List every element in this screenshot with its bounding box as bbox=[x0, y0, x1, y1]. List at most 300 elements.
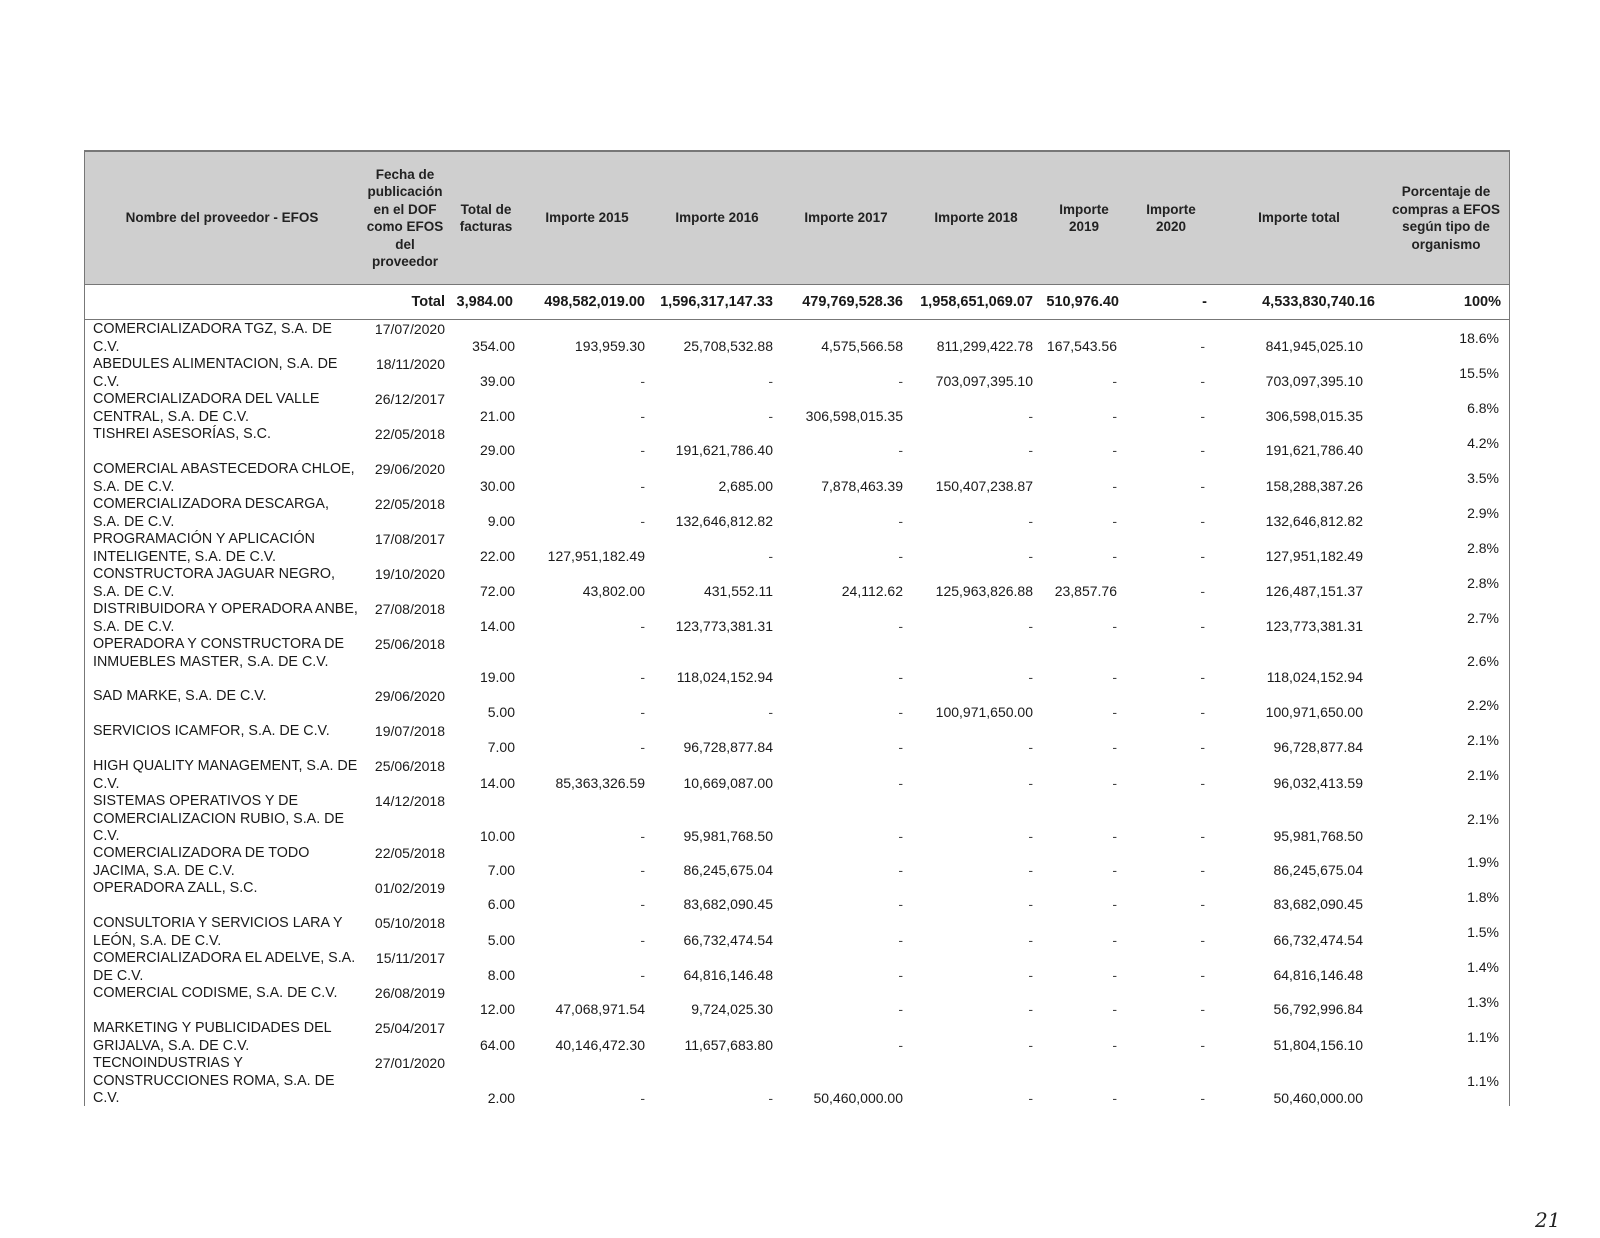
cell-porcentaje bbox=[1383, 844, 1509, 880]
cell-importe-2019 bbox=[1041, 844, 1127, 880]
cell-importe-2016-value: 86,245,675.04 bbox=[683, 862, 773, 878]
cell-importe-2020 bbox=[1127, 984, 1215, 1019]
cell-importe-2020-value: - bbox=[1200, 548, 1205, 564]
col-header-facturas: Total de facturas bbox=[459, 201, 513, 234]
cell-facturas bbox=[451, 495, 521, 531]
cell-importe-2016 bbox=[653, 425, 781, 460]
cell-importe-2017 bbox=[781, 879, 911, 914]
cell-importe-2016 bbox=[653, 495, 781, 531]
cell-importe-2015-value: - bbox=[640, 408, 645, 424]
cell-importe-2020 bbox=[1127, 687, 1215, 722]
cell-importe-2015 bbox=[521, 600, 653, 636]
cell-importe-2018-value: - bbox=[1028, 618, 1033, 634]
cell-importe-total-value: 126,487,151.37 bbox=[1265, 583, 1363, 599]
cell-importe-2017 bbox=[781, 495, 911, 531]
cell-importe-2018-value: - bbox=[1028, 862, 1033, 878]
cell-importe-2016 bbox=[653, 1054, 781, 1108]
cell-porcentaje bbox=[1383, 565, 1509, 601]
total-importe-total: 4,533,830,740.16 bbox=[1262, 294, 1375, 310]
cell-importe-2020 bbox=[1127, 879, 1215, 914]
cell-importe-2017-value: - bbox=[898, 827, 903, 844]
cell-importe-2015-value: 193,959.30 bbox=[574, 338, 645, 354]
cell-importe-2019 bbox=[1041, 390, 1127, 426]
cell-importe-2019 bbox=[1041, 495, 1127, 531]
cell-importe-2015 bbox=[521, 792, 653, 846]
cell-importe-total-value: 96,032,413.59 bbox=[1273, 775, 1363, 791]
cell-importe-2015-value: - bbox=[640, 827, 645, 844]
cell-facturas bbox=[451, 635, 521, 687]
cell-importe-2019-value: - bbox=[1112, 1001, 1117, 1017]
cell-porcentaje-value: 2.7% bbox=[1467, 610, 1499, 626]
cell-porcentaje bbox=[1383, 460, 1509, 496]
cell-importe-total bbox=[1215, 914, 1383, 950]
cell-facturas bbox=[451, 1054, 521, 1108]
cell-importe-2016-value: 10,669,087.00 bbox=[683, 775, 773, 791]
cell-facturas bbox=[451, 320, 521, 356]
cell-importe-2019-value: - bbox=[1112, 618, 1117, 634]
cell-importe-2020 bbox=[1127, 792, 1215, 846]
table-header bbox=[85, 150, 1509, 285]
cell-nombre: OPERADORA ZALL, S.C. bbox=[93, 880, 258, 896]
cell-importe-2020-value: - bbox=[1200, 862, 1205, 878]
cell-importe-2020-value: - bbox=[1200, 896, 1205, 912]
cell-nombre: COMERCIALIZADORA TGZ, S.A. DE C.V. bbox=[93, 321, 332, 355]
cell-importe-2019-value: - bbox=[1112, 739, 1117, 755]
cell-importe-total bbox=[1215, 390, 1383, 426]
cell-importe-2020 bbox=[1127, 949, 1215, 985]
cell-importe-2015 bbox=[521, 844, 653, 880]
cell-importe-2016-value: - bbox=[768, 704, 773, 720]
cell-importe-2020 bbox=[1127, 1054, 1215, 1108]
cell-facturas-value: 22.00 bbox=[479, 548, 515, 564]
cell-importe-2017-value: - bbox=[898, 669, 903, 685]
cell-importe-2015 bbox=[521, 460, 653, 496]
total-porcentaje: 100% bbox=[1463, 294, 1501, 310]
table-row bbox=[85, 1054, 1509, 1106]
cell-importe-total bbox=[1215, 984, 1383, 1019]
table-row bbox=[85, 914, 1509, 949]
cell-importe-2020 bbox=[1127, 722, 1215, 757]
cell-facturas-value: 30.00 bbox=[479, 478, 515, 494]
col-header-importe-2018: Importe 2018 bbox=[934, 210, 1018, 226]
cell-importe-total bbox=[1215, 844, 1383, 880]
cell-importe-2018 bbox=[911, 1019, 1041, 1055]
cell-importe-2018-value: - bbox=[1028, 739, 1033, 755]
cell-importe-2018-value: 125,963,826.88 bbox=[935, 583, 1033, 599]
cell-importe-2020-value: - bbox=[1200, 1089, 1205, 1106]
cell-importe-2018 bbox=[911, 355, 1041, 391]
cell-importe-total bbox=[1215, 1054, 1383, 1108]
cell-fecha: 18/11/2020 bbox=[375, 356, 445, 372]
cell-importe-2017-value: - bbox=[898, 739, 903, 755]
table-row bbox=[85, 565, 1509, 600]
cell-importe-2016-value: - bbox=[768, 1089, 773, 1106]
cell-importe-total bbox=[1215, 635, 1383, 687]
cell-importe-2018-value: 150,407,238.87 bbox=[935, 478, 1033, 494]
cell-importe-total bbox=[1215, 949, 1383, 985]
cell-importe-2015 bbox=[521, 687, 653, 722]
cell-importe-total-value: 132,646,812.82 bbox=[1265, 513, 1363, 529]
cell-importe-total-value: 158,288,387.26 bbox=[1265, 478, 1363, 494]
cell-importe-2017 bbox=[781, 984, 911, 1019]
table-row bbox=[85, 600, 1509, 635]
cell-fecha: 19/07/2018 bbox=[374, 723, 445, 739]
cell-fecha: 14/12/2018 bbox=[374, 793, 445, 809]
cell-importe-2015-value: 40,146,472.30 bbox=[555, 1037, 645, 1053]
cell-importe-2015 bbox=[521, 1054, 653, 1108]
cell-nombre: COMERCIALIZADORA DE TODO JACIMA, S.A. DE C.V. bbox=[93, 845, 310, 879]
cell-importe-2018 bbox=[911, 390, 1041, 426]
cell-importe-total-value: 100,971,650.00 bbox=[1265, 704, 1363, 720]
cell-importe-2017-value: 7,878,463.39 bbox=[821, 478, 903, 494]
cell-nombre: TISHREI ASESORÍAS, S.C. bbox=[93, 426, 271, 442]
cell-facturas bbox=[451, 565, 521, 601]
cell-importe-2020-value: - bbox=[1200, 1001, 1205, 1017]
cell-importe-2016 bbox=[653, 757, 781, 793]
cell-facturas bbox=[451, 914, 521, 950]
cell-importe-total-value: 64,816,146.48 bbox=[1273, 967, 1363, 983]
cell-importe-2020 bbox=[1127, 757, 1215, 793]
cell-porcentaje bbox=[1383, 879, 1509, 914]
cell-fecha: 05/10/2018 bbox=[374, 915, 445, 931]
cell-importe-2020-value: - bbox=[1200, 669, 1205, 685]
cell-porcentaje bbox=[1383, 792, 1509, 846]
cell-porcentaje-value: 2.1% bbox=[1467, 810, 1499, 827]
cell-facturas-value: 21.00 bbox=[479, 408, 515, 424]
total-importe-2018: 1,958,651,069.07 bbox=[920, 294, 1033, 310]
cell-facturas-value: 14.00 bbox=[479, 775, 515, 791]
cell-porcentaje bbox=[1383, 722, 1509, 757]
cell-importe-2016 bbox=[653, 914, 781, 950]
cell-importe-2018 bbox=[911, 1054, 1041, 1108]
cell-porcentaje-value: 2.8% bbox=[1467, 575, 1499, 591]
cell-importe-total-value: 86,245,675.04 bbox=[1273, 862, 1363, 878]
cell-importe-2015-value: - bbox=[640, 967, 645, 983]
cell-importe-2017-value: 24,112.62 bbox=[841, 583, 903, 599]
cell-facturas bbox=[451, 530, 521, 566]
col-header-nombre: Nombre del proveedor - EFOS bbox=[125, 210, 319, 226]
cell-facturas bbox=[451, 355, 521, 391]
cell-importe-total-value: 56,792,996.84 bbox=[1273, 1001, 1363, 1017]
cell-importe-2018 bbox=[911, 460, 1041, 496]
cell-importe-2018-value: - bbox=[1028, 827, 1033, 844]
cell-importe-2018-value: 100,971,650.00 bbox=[935, 704, 1033, 720]
cell-importe-2015 bbox=[521, 530, 653, 566]
cell-fecha: 19/10/2020 bbox=[374, 566, 445, 582]
cell-importe-total-value: 191,621,786.40 bbox=[1265, 442, 1363, 458]
cell-fecha: 25/04/2017 bbox=[374, 1020, 445, 1036]
cell-importe-total bbox=[1215, 565, 1383, 601]
cell-importe-2015-value: - bbox=[640, 896, 645, 912]
cell-facturas-value: 7.00 bbox=[487, 862, 515, 878]
cell-porcentaje-value: 1.8% bbox=[1467, 888, 1499, 905]
cell-fecha: 29/06/2020 bbox=[374, 688, 445, 704]
cell-importe-2015 bbox=[521, 914, 653, 950]
cell-importe-2016-value: 95,981,768.50 bbox=[683, 827, 773, 844]
cell-importe-2015 bbox=[521, 565, 653, 601]
table-row bbox=[85, 757, 1509, 792]
cell-nombre: TECNOINDUSTRIAS Y CONSTRUCCIONES ROMA, S.A. DE C.V. bbox=[93, 1055, 335, 1106]
col-header-importe-2016: Importe 2016 bbox=[675, 210, 759, 226]
cell-importe-2016-value: - bbox=[768, 548, 773, 564]
col-header-importe-2015: Importe 2015 bbox=[545, 210, 629, 226]
cell-importe-2018 bbox=[911, 635, 1041, 687]
cell-importe-2020 bbox=[1127, 425, 1215, 460]
cell-importe-2018 bbox=[911, 792, 1041, 846]
cell-importe-2017 bbox=[781, 792, 911, 846]
cell-importe-2019-value: - bbox=[1112, 373, 1117, 389]
cell-importe-2020-value: - bbox=[1200, 338, 1205, 354]
cell-importe-2015-value: - bbox=[640, 669, 645, 685]
cell-importe-2015-value: 127,951,182.49 bbox=[547, 548, 645, 564]
cell-importe-2016 bbox=[653, 565, 781, 601]
cell-importe-2020-value: - bbox=[1200, 739, 1205, 755]
cell-importe-2016 bbox=[653, 460, 781, 496]
cell-importe-2018 bbox=[911, 530, 1041, 566]
cell-importe-2015-value: - bbox=[640, 373, 645, 389]
total-importe-2016: 1,596,317,147.33 bbox=[660, 294, 773, 310]
cell-importe-2019-value: - bbox=[1112, 408, 1117, 424]
cell-importe-2019-value: - bbox=[1112, 775, 1117, 791]
cell-importe-2019 bbox=[1041, 914, 1127, 950]
cell-importe-2020 bbox=[1127, 600, 1215, 636]
cell-importe-2018 bbox=[911, 495, 1041, 531]
cell-importe-2019-value: - bbox=[1112, 827, 1117, 844]
cell-facturas-value: 6.00 bbox=[487, 896, 515, 912]
cell-importe-2019 bbox=[1041, 565, 1127, 601]
cell-importe-2016 bbox=[653, 984, 781, 1019]
cell-importe-total bbox=[1215, 879, 1383, 914]
cell-importe-2017 bbox=[781, 600, 911, 636]
cell-importe-2018-value: - bbox=[1028, 548, 1033, 564]
cell-importe-total bbox=[1215, 355, 1383, 391]
cell-facturas bbox=[451, 390, 521, 426]
page-number: 21 bbox=[1535, 1208, 1561, 1232]
cell-fecha: 27/08/2018 bbox=[374, 601, 445, 617]
cell-importe-2019 bbox=[1041, 792, 1127, 846]
cell-fecha: 22/05/2018 bbox=[374, 426, 445, 442]
cell-importe-2016 bbox=[653, 879, 781, 914]
cell-facturas-value: 10.00 bbox=[479, 827, 515, 844]
cell-importe-2020-value: - bbox=[1200, 967, 1205, 983]
cell-importe-2020-value: - bbox=[1200, 408, 1205, 424]
cell-importe-2016-value: 431,552.11 bbox=[703, 583, 773, 599]
cell-nombre: SERVICIOS ICAMFOR, S.A. DE C.V. bbox=[93, 723, 330, 739]
cell-porcentaje bbox=[1383, 914, 1509, 950]
col-header-porcentaje: Porcentaje de compras a EFOS según tipo de organismo bbox=[1391, 184, 1501, 252]
cell-facturas bbox=[451, 687, 521, 722]
col-header-importe-2017: Importe 2017 bbox=[804, 210, 888, 226]
cell-facturas bbox=[451, 600, 521, 636]
cell-importe-2016-value: 191,621,786.40 bbox=[675, 442, 773, 458]
cell-nombre: COMERCIALIZADORA DESCARGA, S.A. DE C.V. bbox=[93, 496, 329, 530]
cell-facturas-value: 2.00 bbox=[487, 1089, 515, 1106]
cell-importe-2015 bbox=[521, 949, 653, 985]
cell-importe-2018-value: - bbox=[1028, 408, 1033, 424]
cell-importe-2016-value: 132,646,812.82 bbox=[675, 513, 773, 529]
cell-importe-2019 bbox=[1041, 984, 1127, 1019]
cell-importe-2015-value: - bbox=[640, 442, 645, 458]
cell-importe-2019-value: 167,543.56 bbox=[1046, 338, 1117, 354]
cell-importe-2016-value: 118,024,152.94 bbox=[676, 669, 773, 685]
cell-importe-2020-value: - bbox=[1200, 513, 1205, 529]
cell-importe-2016 bbox=[653, 722, 781, 757]
cell-facturas-value: 19.00 bbox=[479, 669, 515, 685]
cell-facturas-value: 9.00 bbox=[487, 513, 515, 529]
cell-importe-2015-value: - bbox=[640, 932, 645, 948]
cell-importe-2015-value: 47,068,971.54 bbox=[555, 1001, 645, 1017]
cell-porcentaje-value: 1.1% bbox=[1467, 1072, 1499, 1089]
cell-importe-2017-value: - bbox=[898, 442, 903, 458]
cell-facturas-value: 8.00 bbox=[487, 967, 515, 983]
cell-facturas bbox=[451, 722, 521, 757]
table-row bbox=[85, 460, 1509, 495]
cell-importe-2019 bbox=[1041, 355, 1127, 391]
cell-importe-2020-value: - bbox=[1200, 932, 1205, 948]
cell-importe-2019-value: - bbox=[1112, 442, 1117, 458]
cell-importe-2016 bbox=[653, 792, 781, 846]
cell-importe-2018-value: - bbox=[1028, 896, 1033, 912]
cell-nombre: COMERCIAL CODISME, S.A. DE C.V. bbox=[93, 985, 338, 1001]
cell-importe-2020-value: - bbox=[1200, 618, 1205, 634]
cell-fecha: 17/08/2017 bbox=[374, 531, 445, 547]
cell-importe-2016-value: - bbox=[768, 408, 773, 424]
cell-importe-2017 bbox=[781, 355, 911, 391]
cell-importe-2015-value: - bbox=[640, 704, 645, 720]
cell-importe-2018-value: - bbox=[1028, 1089, 1033, 1106]
cell-importe-2020-value: - bbox=[1200, 1037, 1205, 1053]
cell-importe-2018 bbox=[911, 879, 1041, 914]
cell-importe-2016 bbox=[653, 355, 781, 391]
cell-nombre: COMERCIALIZADORA EL ADELVE, S.A. DE C.V. bbox=[93, 950, 356, 984]
cell-importe-total bbox=[1215, 320, 1383, 356]
table-row bbox=[85, 1019, 1509, 1054]
cell-importe-2017-value: 50,460,000.00 bbox=[813, 1089, 903, 1106]
cell-importe-total-value: 123,773,381.31 bbox=[1265, 618, 1363, 634]
cell-importe-2020 bbox=[1127, 914, 1215, 950]
cell-importe-2019-value: - bbox=[1112, 932, 1117, 948]
cell-nombre: HIGH QUALITY MANAGEMENT, S.A. DE C.V. bbox=[93, 758, 358, 792]
cell-importe-2018-value: - bbox=[1028, 967, 1033, 983]
table-row bbox=[85, 320, 1509, 355]
cell-importe-2017-value: - bbox=[898, 1037, 903, 1053]
cell-importe-2020-value: - bbox=[1200, 775, 1205, 791]
cell-importe-2015 bbox=[521, 879, 653, 914]
cell-facturas-value: 39.00 bbox=[479, 373, 515, 389]
cell-importe-2018 bbox=[911, 914, 1041, 950]
table-row bbox=[85, 722, 1509, 757]
table-row bbox=[85, 425, 1509, 460]
cell-importe-2017-value: - bbox=[898, 618, 903, 634]
cell-facturas bbox=[451, 984, 521, 1019]
cell-porcentaje bbox=[1383, 1054, 1509, 1108]
cell-importe-2017-value: - bbox=[898, 548, 903, 564]
cell-facturas-value: 5.00 bbox=[487, 932, 515, 948]
cell-importe-2019 bbox=[1041, 530, 1127, 566]
table-row bbox=[85, 949, 1509, 984]
table-row bbox=[85, 792, 1509, 844]
cell-importe-2015 bbox=[521, 390, 653, 426]
cell-facturas bbox=[451, 792, 521, 846]
cell-importe-2019-value: - bbox=[1112, 669, 1117, 685]
cell-importe-2017 bbox=[781, 687, 911, 722]
cell-importe-2017-value: - bbox=[898, 1001, 903, 1017]
cell-importe-total bbox=[1215, 600, 1383, 636]
cell-importe-2016 bbox=[653, 635, 781, 687]
cell-porcentaje-value: 18.6% bbox=[1459, 330, 1499, 346]
cell-facturas-value: 14.00 bbox=[479, 618, 515, 634]
cell-importe-2017-value: - bbox=[898, 967, 903, 983]
cell-porcentaje-value: 1.3% bbox=[1467, 993, 1499, 1010]
cell-facturas bbox=[451, 757, 521, 793]
cell-importe-2017-value: - bbox=[898, 896, 903, 912]
cell-importe-2017-value: 4,575,566.58 bbox=[821, 338, 903, 354]
cell-importe-2016-value: 64,816,146.48 bbox=[683, 967, 773, 983]
table-row bbox=[85, 687, 1509, 722]
cell-importe-2017-value: - bbox=[898, 704, 903, 720]
cell-importe-2015 bbox=[521, 495, 653, 531]
cell-importe-total bbox=[1215, 687, 1383, 722]
cell-porcentaje bbox=[1383, 687, 1509, 722]
cell-porcentaje bbox=[1383, 355, 1509, 391]
cell-fecha: 26/08/2019 bbox=[374, 985, 445, 1001]
cell-porcentaje bbox=[1383, 949, 1509, 985]
cell-importe-2016-value: 96,728,877.84 bbox=[683, 739, 773, 755]
cell-importe-total-value: 127,951,182.49 bbox=[1265, 548, 1363, 564]
table-row bbox=[85, 390, 1509, 425]
cell-facturas-value: 72.00 bbox=[479, 583, 515, 599]
cell-importe-2017 bbox=[781, 530, 911, 566]
cell-importe-2018-value: - bbox=[1028, 1037, 1033, 1053]
cell-importe-2017 bbox=[781, 390, 911, 426]
cell-importe-2018-value: - bbox=[1028, 513, 1033, 529]
cell-importe-total bbox=[1215, 792, 1383, 846]
cell-importe-2017 bbox=[781, 949, 911, 985]
cell-importe-2018-value: - bbox=[1028, 932, 1033, 948]
cell-importe-2019-value: - bbox=[1112, 862, 1117, 878]
cell-importe-2015 bbox=[521, 1019, 653, 1055]
cell-importe-2020 bbox=[1127, 1019, 1215, 1055]
cell-importe-2015-value: 43,802.00 bbox=[582, 583, 645, 599]
cell-importe-2015 bbox=[521, 355, 653, 391]
cell-importe-2019-value: - bbox=[1112, 1089, 1117, 1106]
cell-importe-2017 bbox=[781, 844, 911, 880]
cell-porcentaje-value: 4.2% bbox=[1467, 434, 1499, 451]
cell-porcentaje-value: 1.9% bbox=[1467, 854, 1499, 870]
cell-nombre: OPERADORA Y CONSTRUCTORA DE INMUEBLES MASTER, S.A. DE C.V. bbox=[93, 636, 345, 670]
cell-importe-2018-value: - bbox=[1028, 669, 1033, 685]
cell-importe-2020 bbox=[1127, 530, 1215, 566]
cell-importe-2019-value: - bbox=[1112, 548, 1117, 564]
cell-importe-2016 bbox=[653, 320, 781, 356]
cell-facturas-value: 5.00 bbox=[487, 704, 515, 720]
cell-porcentaje-value: 1.1% bbox=[1467, 1029, 1499, 1045]
cell-importe-2017 bbox=[781, 320, 911, 356]
table-row bbox=[85, 844, 1509, 879]
cell-facturas-value: 12.00 bbox=[479, 1001, 515, 1017]
cell-porcentaje-value: 2.9% bbox=[1467, 505, 1499, 521]
cell-nombre: PROGRAMACIÓN Y APLICACIÓN INTELIGENTE, S.A. DE C.V. bbox=[93, 531, 315, 565]
cell-facturas-value: 354.00 bbox=[472, 338, 515, 354]
cell-importe-2015-value: 85,363,326.59 bbox=[555, 775, 645, 791]
cell-importe-2016 bbox=[653, 687, 781, 722]
cell-porcentaje bbox=[1383, 984, 1509, 1019]
cell-fecha: 26/12/2017 bbox=[374, 391, 445, 407]
cell-importe-2019 bbox=[1041, 425, 1127, 460]
cell-importe-total-value: 118,024,152.94 bbox=[1266, 669, 1363, 685]
cell-importe-total-value: 51,804,156.10 bbox=[1273, 1037, 1363, 1053]
cell-importe-2019 bbox=[1041, 687, 1127, 722]
